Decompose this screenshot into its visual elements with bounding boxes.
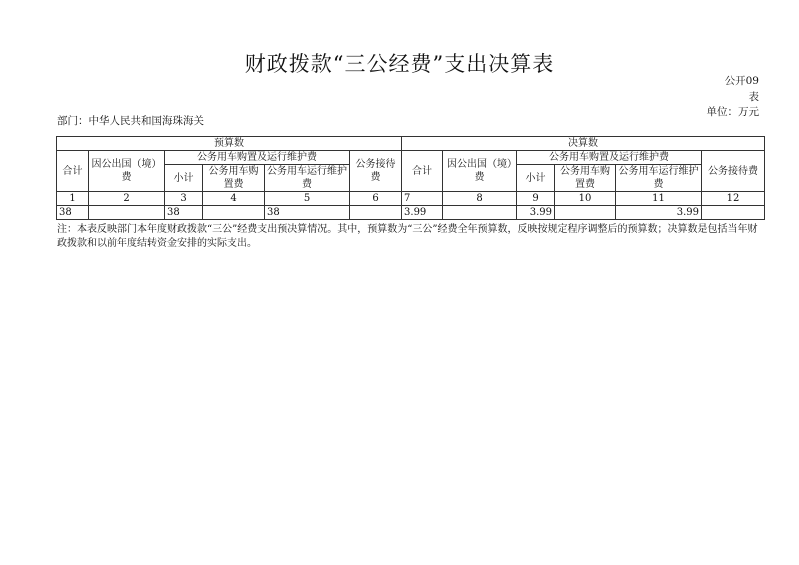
value-cell bbox=[443, 206, 517, 220]
budget-vehicle-operation-header: 公务用车运行维护费 bbox=[265, 165, 350, 192]
final-vehicle-group-header: 公务用车购置及运行维护费 bbox=[517, 151, 702, 165]
budget-subtotal-header: 小计 bbox=[165, 165, 203, 192]
index-cell: 10 bbox=[555, 192, 616, 206]
index-cell: 3 bbox=[165, 192, 203, 206]
value-cell bbox=[89, 206, 165, 220]
index-cell: 2 bbox=[89, 192, 165, 206]
final-reception-header: 公务接待费 bbox=[702, 151, 765, 192]
index-cell: 1 bbox=[57, 192, 89, 206]
expense-table bbox=[56, 136, 765, 220]
value-cell bbox=[203, 206, 265, 220]
budget-total-header: 合计 bbox=[57, 151, 89, 192]
budget-reception-header: 公务接待费 bbox=[350, 151, 402, 192]
index-cell: 9 bbox=[517, 192, 555, 206]
value-cell: 38 bbox=[165, 206, 203, 220]
index-cell: 7 bbox=[402, 192, 443, 206]
index-cell: 11 bbox=[616, 192, 702, 206]
index-cell: 8 bbox=[443, 192, 517, 206]
index-cell: 4 bbox=[203, 192, 265, 206]
final-group-header: 决算数 bbox=[402, 137, 765, 151]
final-abroad-header: 因公出国（境）费 bbox=[443, 151, 517, 192]
footnote: 注：本表反映部门本年度财政拨款“三公”经费支出预决算情况。其中，预算数为“三公”经费全年预算数，反映按规定程序调整后的预算数；决算数是包括当年财政拨款和以前年度结转资金安排的实际支出。 bbox=[57, 224, 758, 249]
value-cell: 3.99 bbox=[402, 206, 443, 220]
page-title: 财政拨款“三公经费”支出决算表 bbox=[244, 52, 555, 76]
form-number: 公开09表 bbox=[724, 75, 759, 103]
column-index-row bbox=[57, 192, 765, 206]
budget-abroad-header: 因公出国（境）费 bbox=[89, 151, 165, 192]
final-vehicle-purchase-header: 公务用车购置费 bbox=[555, 165, 616, 192]
index-cell: 6 bbox=[350, 192, 402, 206]
budget-vehicle-group-header: 公务用车购置及运行维护费 bbox=[165, 151, 350, 165]
value-cell: 38 bbox=[57, 206, 89, 220]
value-cell bbox=[702, 206, 765, 220]
budget-group-header: 预算数 bbox=[57, 137, 402, 151]
index-cell: 12 bbox=[702, 192, 765, 206]
final-subtotal-header: 小计 bbox=[517, 165, 555, 192]
final-vehicle-operation-header: 公务用车运行维护费 bbox=[616, 165, 702, 192]
budget-vehicle-purchase-header: 公务用车购置费 bbox=[203, 165, 265, 192]
value-cell bbox=[555, 206, 616, 220]
unit-label: 单位：万元 bbox=[706, 106, 759, 118]
final-total-header: 合计 bbox=[402, 151, 443, 192]
value-cell: 3.99 bbox=[517, 206, 555, 220]
index-cell: 5 bbox=[265, 192, 350, 206]
department-label: 部门：中华人民共和国海珠海关 bbox=[57, 115, 204, 127]
value-cell: 38 bbox=[265, 206, 350, 220]
value-cell: 3.99 bbox=[616, 206, 702, 220]
value-row bbox=[57, 206, 765, 220]
value-cell bbox=[350, 206, 402, 220]
